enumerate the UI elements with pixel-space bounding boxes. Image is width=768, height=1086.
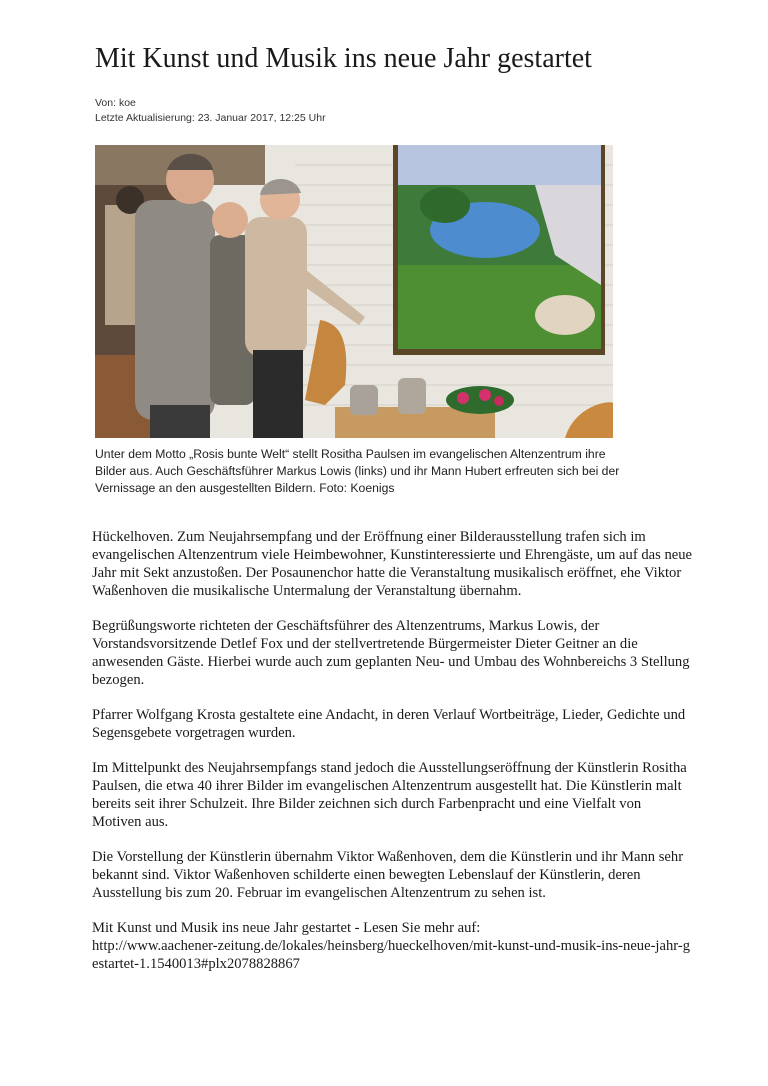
article-body xyxy=(92,528,692,990)
article-paragraph: Hückelhoven. Zum Neujahrsempfang und der Eröffnung einer Bilderausstellung trafen sich im evangelischen Altenzentrum viele Heimbewohner, Kunstinteressierte und Ehrengäste, um auf das neue Jahr mit Sekt anzustoßen. Der Posaunenchor hatte die Veranstaltung musikalisch eröffnet, ehe Viktor Waßenhoven die musikalische Untermalung der Veranstaltung übernahm. xyxy=(92,529,692,599)
article-paragraph: Pfarrer Wolfgang Krosta gestaltete eine Andacht, in deren Verlauf Wortbeiträge, Lieder, Gedichte und Segensgebete vorgetragen wurden. xyxy=(92,707,686,741)
article-title: Mit Kunst und Musik ins neue Jahr gestartet xyxy=(95,43,592,74)
source-url[interactable]: http://www.aachener-zeitung.de/lokales/heinsberg/hueckelhoven/mit-kunst-und-musik-ins-neue-jahr-gestartet-1.1540013#plx2078828867 xyxy=(92,938,690,972)
source-note xyxy=(92,919,692,973)
article-updated: Letzte Aktualisierung: 23. Januar 2017, 12:25 Uhr xyxy=(95,112,326,124)
photo-illustration xyxy=(95,145,613,438)
article-paragraph: Die Vorstellung der Künstlerin übernahm Viktor Waßenhoven, dem die Künstlerin und ihr Mann sehr bekannt sind. Viktor Waßenhoven schilderte einen bewegten Lebenslauf der Künstlerin, deren Ausstellung bis zum 20. Februar im evangelischen Altenzentrum zu sehen ist. xyxy=(92,849,684,901)
source-label: Mit Kunst und Musik ins neue Jahr gestartet - Lesen Sie mehr auf: xyxy=(92,920,481,936)
photo-caption: Unter dem Motto „Rosis bunte Welt“ stellt Rositha Paulsen im evangelischen Altenzentrum ihre Bilder aus. Auch Geschäftsführer Markus Lowis (links) und ihr Mann Hubert erfreuten sich bei der Vernissage an den ausgestellten Bildern. Foto: Koenigs xyxy=(95,447,620,495)
article-author: Von: koe xyxy=(95,97,136,109)
article-photo xyxy=(95,145,613,438)
article-paragraph: Begrüßungsworte richteten der Geschäftsführer des Altenzentrums, Markus Lowis, der Vorstandsvorsitzende Detlef Fox und der stellvertretende Bürgermeister Dieter Geitner an die anwesenden Gäste. Hierbei wurde auch zum geplanten Neu- und Umbau des Wohnbereichs 3 Stellung bezogen. xyxy=(92,618,690,688)
article-paragraph: Im Mittelpunkt des Neujahrsempfangs stand jedoch die Ausstellungseröffnung der Künstlerin Rositha Paulsen, die etwa 40 ihrer Bilder im evangelischen Altenzentrum ausgestellt hat. Die Künstlerin malt bereits seit ihrer Schulzeit. Ihre Bilder zeichnen sich durch Farbenpracht und eine Vielfalt von Motiven aus. xyxy=(92,760,687,830)
